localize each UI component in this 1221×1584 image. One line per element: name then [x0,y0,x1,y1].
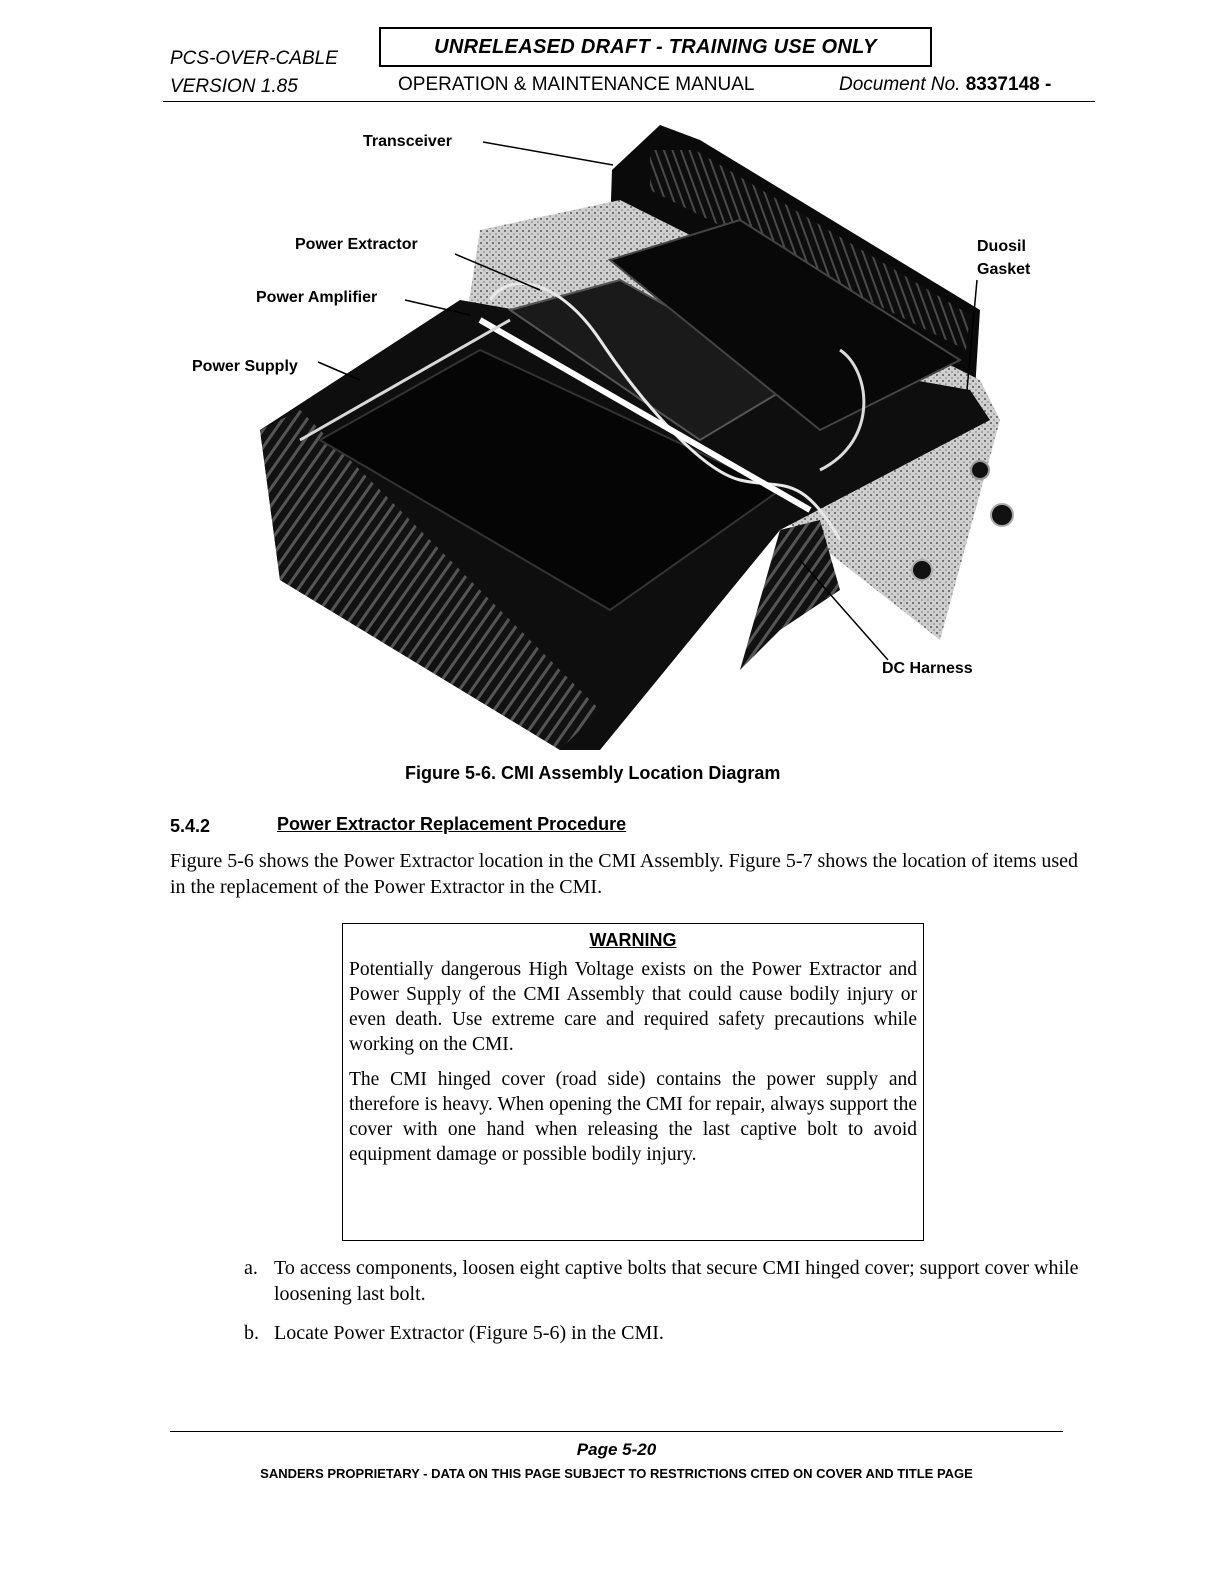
section-title: Power Extractor Replacement Procedure [277,814,627,834]
step-a [244,1255,1084,1307]
page-number: Page 5-20 [576,1440,657,1459]
callout-duosil: Duosil [977,238,1026,255]
section-intro: Figure 5-6 shows the Power Extractor location in the CMI Assembly. Figure 5-7 shows the location of items used in the replacement of the Power Extractor in the CMI. [170,850,1079,898]
captive-bolt [971,461,989,479]
document-number-value: 8337148 - [965,74,1052,95]
document-number [839,74,1051,96]
section-number: 5.4.2 [170,816,211,836]
manual-title: OPERATION & MAINTENANCE MANUAL [398,74,755,95]
product-name: PCS-OVER-CABLE [170,48,338,69]
warning-paragraph-1: Potentially dangerous High Voltage exists on the Power Extractor and Power Supply of the CMI Assembly that could cause bodily injury or even death. Use extreme care and required safety precautions while working on the CMI. [349,959,917,1055]
callout-dc-harness: DC Harness [882,660,973,677]
warning-paragraph-2: The CMI hinged cover (road side) contains the power supply and therefore is heavy. When opening the CMI for repair, always support the cover with one hand when releasing the last captive bolt to avoid equipment damage or possible bodily injury. [349,1069,917,1165]
version-label: VERSION 1.85 [170,76,298,97]
warning-box [342,923,924,1241]
header-rule [163,101,1095,102]
callout-transceiver: Transceiver [363,133,452,150]
callout-power-extractor: Power Extractor [295,236,418,253]
leader-transceiver [483,142,613,165]
step-b [244,1320,1084,1346]
warning-title: WARNING [589,930,677,950]
step-letter: a. [244,1257,258,1279]
callout-power-amplifier: Power Amplifier [256,289,378,306]
draft-notice: UNRELEASED DRAFT - TRAINING USE ONLY [379,27,932,67]
figure-caption: Figure 5-6. CMI Assembly Location Diagram [405,763,781,783]
captive-bolt [912,560,932,580]
document-label: Document No. [839,74,961,95]
captive-bolt [991,504,1013,526]
step-letter: b. [244,1322,259,1344]
step-text: To access components, loosen eight captive bolts that secure CMI hinged cover; support cover while loosening last bolt. [274,1257,1079,1305]
proprietary-notice: SANDERS PROPRIETARY - DATA ON THIS PAGE SUBJECT TO RESTRICTIONS CITED ON COVER AND TITLE PAGE [260,1466,973,1481]
step-text: Locate Power Extractor (Figure 5-6) in the CMI. [274,1322,664,1344]
callout-power-supply: Power Supply [192,358,298,375]
callout-gasket: Gasket [977,261,1031,278]
footer-rule [170,1431,1063,1432]
